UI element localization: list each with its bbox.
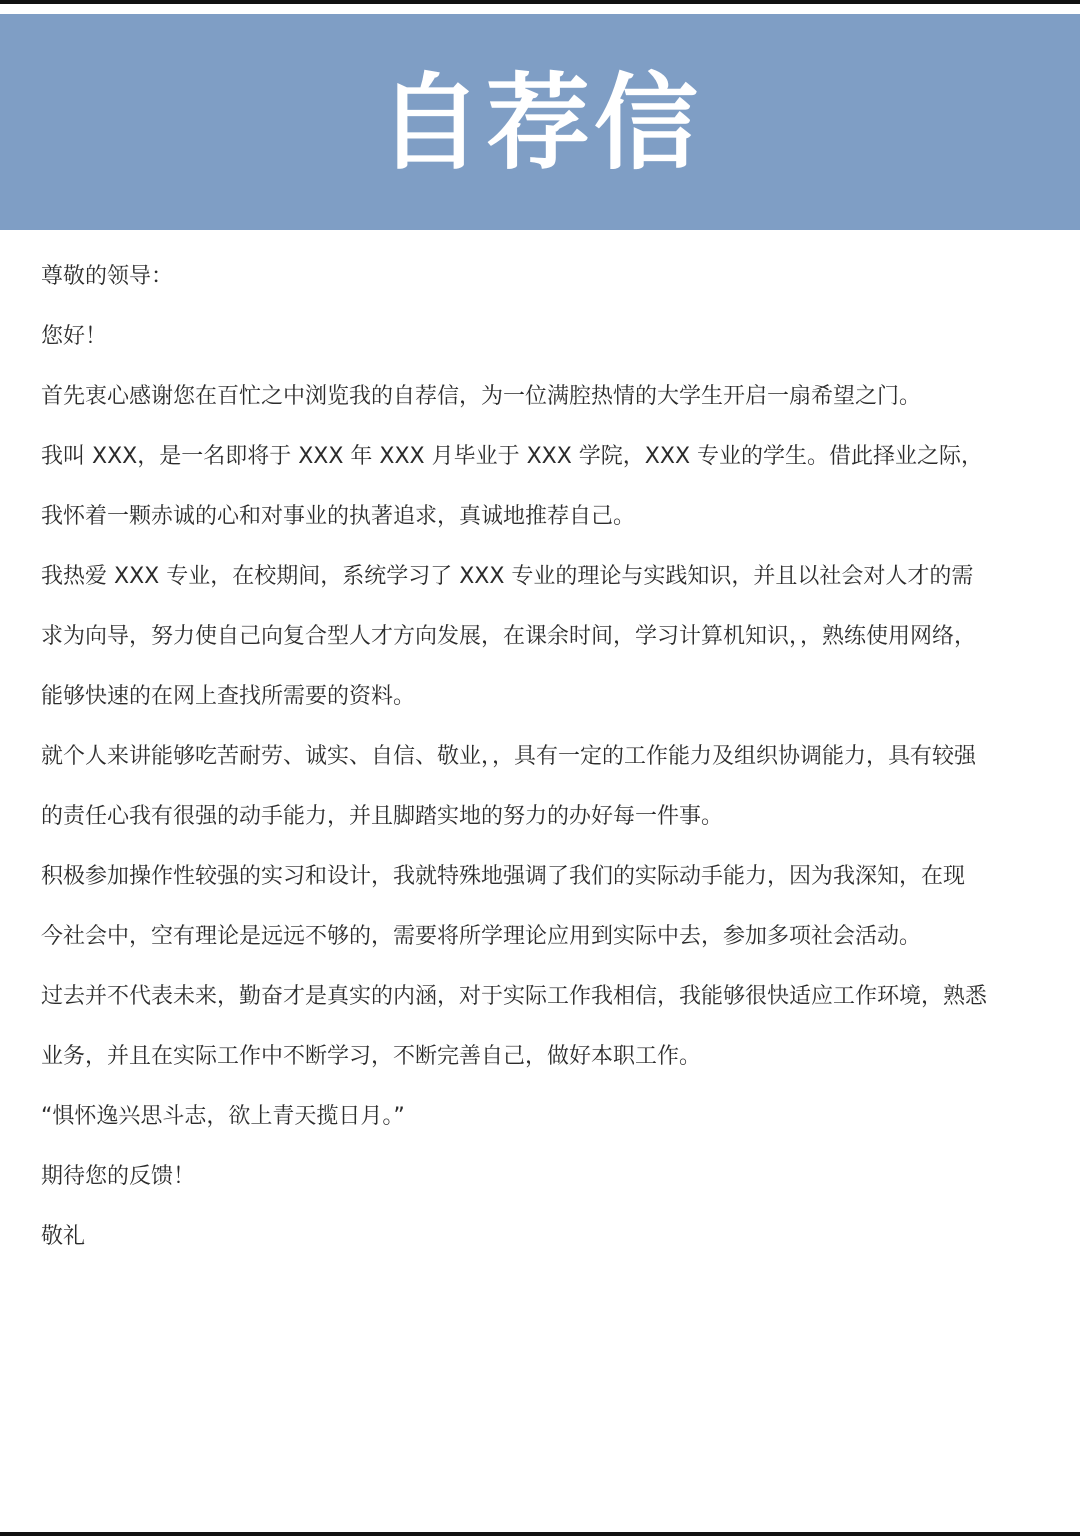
sign-off: 敬礼	[41, 1224, 86, 1249]
letter-line: 我叫 XXX，是一名即将于 XXX 年 XXX 月毕业于 XXX 学院，XXX 专业的学生。借此择业之际，	[41, 444, 984, 469]
letter-line: 求为向导，努力使自己向复合型人才方向发展，在课余时间，学习计算机知识，，熟练使用网络，	[41, 624, 977, 649]
salutation: 尊敬的领导：	[41, 264, 174, 289]
top-gap	[0, 4, 1080, 14]
quote-line: “惧怀逸兴思斗志，欲上青天揽日月。”	[41, 1104, 405, 1129]
letter-line: 首先衷心感谢您在百忙之中浏览我的自荐信，为一位满腔热情的大学生开启一扇希望之门。	[41, 384, 922, 409]
letter-line: 今社会中，空有理论是远远不够的，需要将所学理论应用到实际中去，参加多项社会活动。	[41, 924, 922, 949]
bottom-border	[0, 1532, 1080, 1536]
header-banner	[0, 14, 1080, 230]
greeting: 您好！	[41, 324, 108, 349]
letter-line: 我怀着一颗赤诚的心和对事业的执著追求，真诚地推荐自己。	[41, 504, 636, 529]
letter-line: 积极参加操作性较强的实习和设计，我就特殊地强调了我们的实际动手能力，因为我深知，在现	[41, 864, 966, 889]
letter-line: 过去并不代表未来，勤奋才是真实的内涵，对于实际工作我相信，我能够很快适应工作环境，熟悉	[41, 984, 988, 1009]
letter-line: 我热爱 XXX 专业，在校期间，系统学习了 XXX 专业的理论与实践知识，并且以社会对人才的需	[41, 564, 974, 589]
letter-line: 的责任心我有很强的动手能力，并且脚踏实地的努力的办好每一件事。	[41, 804, 724, 829]
closing-line: 期待您的反馈！	[41, 1164, 196, 1189]
letter-body	[41, 247, 1031, 1267]
letter-line: 业务，并且在实际工作中不断学习，不断完善自己，做好本职工作。	[41, 1044, 702, 1069]
letter-line: 能够快速的在网上查找所需要的资料。	[41, 684, 416, 709]
page-title: 自荐信	[377, 62, 702, 184]
letter-line: 就个人来讲能够吃苦耐劳、诚实、自信、敬业，，具有一定的工作能力及组织协调能力，具有较强	[41, 744, 977, 769]
